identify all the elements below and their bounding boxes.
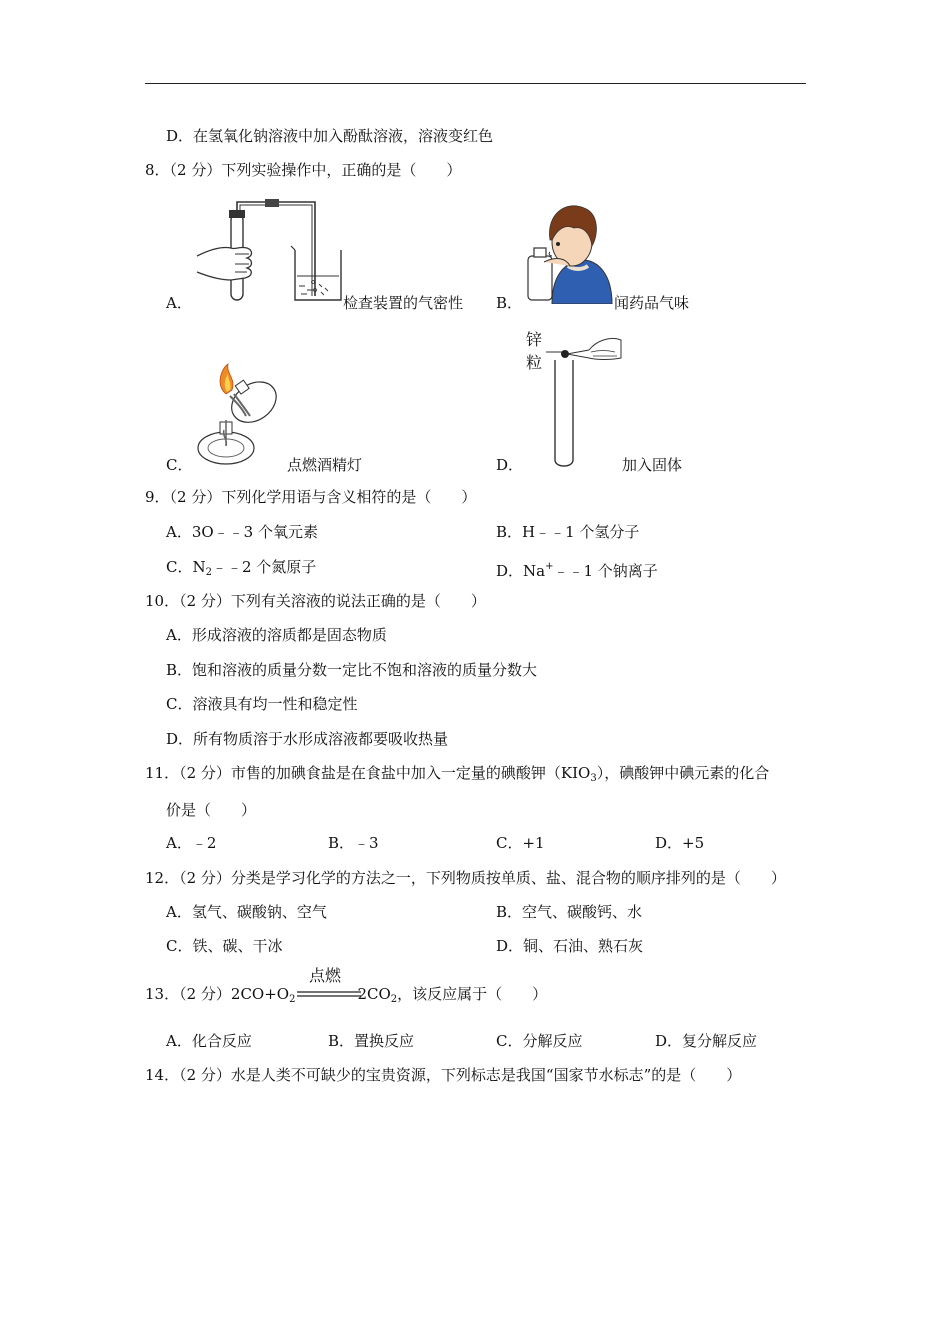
q11-stem-line2: 价是（ ） [166, 801, 257, 819]
q8-option-a-label: A． [166, 294, 192, 312]
q9-option-a: A．3O﹣﹣3 个氧元素 [166, 523, 318, 541]
q9-option-d: D．Na+﹣﹣1 个钠离子 [496, 561, 658, 580]
q13-reaction-condition: 点燃 [309, 966, 342, 985]
header-rule [145, 83, 806, 84]
q8-option-d-label: D． [496, 456, 524, 474]
q10-option-b: B．饱和溶液的质量分数一定比不饱和溶液的质量分数大 [166, 661, 538, 679]
q8-figure-label-granule: 粒 [526, 353, 543, 372]
q9-stem: 9．（2 分）下列化学用语与含义相符的是（ ） [145, 488, 477, 506]
q11-stem-line1: 11．（2 分）市售的加碘食盐是在食盐中加入一定量的碘酸钾$(KIO_3)$，碘酸钾中碘元素的化合 [145, 764, 770, 784]
q8-option-b-label: B． [496, 294, 523, 312]
q12-option-c: C．铁、碳、干冰 [166, 937, 283, 955]
q9-option-c: C．$N_2﹣﹣2$ 个氮原子 [166, 558, 317, 578]
q12-option-a: A．氢气、碳酸钠、空气 [166, 903, 327, 921]
q13-option-b: B．置换反应 [328, 1032, 415, 1050]
q12-stem: 12．（2 分）分类是学习化学的方法之一，下列物质按单质、盐、混合物的顺序排列的是（ ） [145, 869, 786, 887]
q7-option-d: D．在氢氧化钠溶液中加入酚酞溶液，溶液变红色 [166, 127, 494, 145]
q12-option-d: D．铜、石油、熟石灰 [496, 937, 644, 955]
adding-solid-image [545, 330, 625, 470]
q8-stem: 8．（2 分）下列实验操作中，正确的是（ ） [145, 161, 462, 179]
q13-option-a: A．化合反应 [166, 1032, 252, 1050]
q10-stem: 10．（2 分）下列有关溶液的说法正确的是（ ） [145, 592, 486, 610]
airtightness-apparatus-image [195, 196, 345, 306]
q10-option-a: A．形成溶液的溶质都是固态物质 [166, 626, 387, 644]
q8-option-b-caption: 闻药品气味 [614, 294, 690, 312]
q8-option-a-caption: 检查装置的气密性 [343, 294, 464, 312]
q12-option-b: B．空气、碳酸钙、水 [496, 903, 643, 921]
q13-option-d: D．复分解反应 [655, 1032, 758, 1050]
q11-option-a: A．﹣2 [166, 834, 217, 852]
alcohol-lamp-lighting-image [190, 360, 286, 468]
q11-option-b: B．﹣3 [328, 834, 379, 852]
q8-option-c-label: C． [166, 456, 193, 474]
q9-option-b: B．H﹣﹣1 个氢分子 [496, 523, 640, 541]
q10-option-c: C．溶液具有均一性和稳定性 [166, 695, 358, 713]
q11-option-c: C．+1 [496, 834, 545, 852]
q14-stem: 14．（2 分）水是人类不可缺少的宝贵资源，下列标志是我国“国家节水标志”的是（ ） [145, 1066, 742, 1084]
q13-option-c: C．分解反应 [496, 1032, 583, 1050]
q8-figure-label-zinc: 锌 [526, 330, 543, 349]
q11-option-d: D．+5 [655, 834, 705, 852]
boy-smelling-image [522, 196, 614, 304]
q8-option-d-caption: 加入固体 [622, 456, 683, 474]
q8-option-c-caption: 点燃酒精灯 [287, 456, 363, 474]
q10-option-d: D．所有物质溶于水形成溶液都要吸收热量 [166, 730, 449, 748]
q13-stem: 13．（2 分）$2CO+O_2$ $2CO_2$，该反应属于（ ） [145, 985, 548, 1005]
q13-equals-sign [297, 990, 361, 998]
